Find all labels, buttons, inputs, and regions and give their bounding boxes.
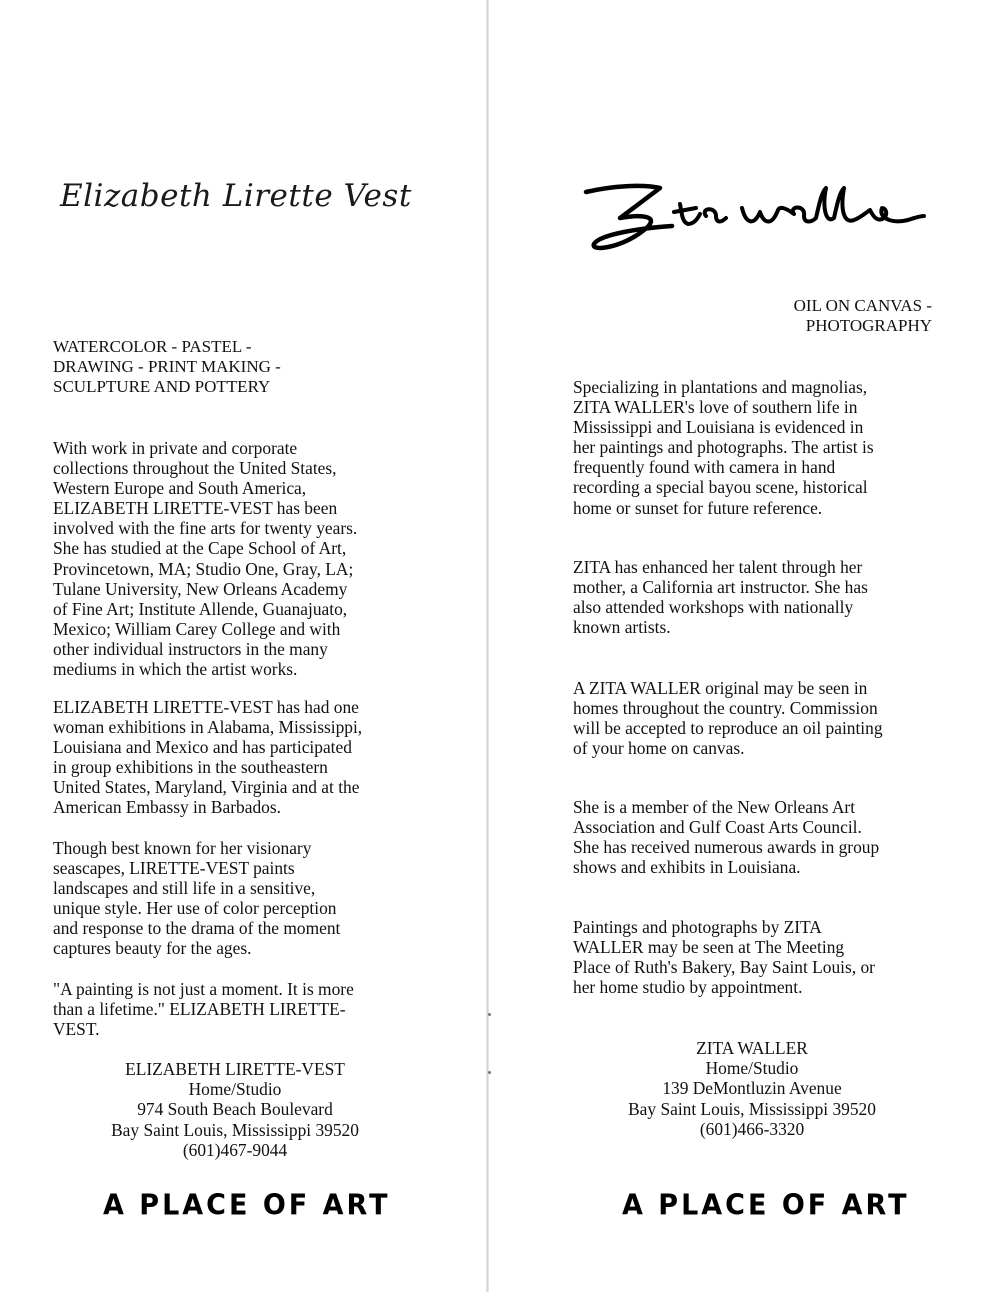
bio-paragraph-commission — [573, 678, 883, 758]
text-line: seascapes, LIRETTE-VEST paints — [53, 858, 295, 879]
text-line: known artists. — [573, 617, 671, 638]
artist-signature-handwritten — [582, 178, 927, 258]
text-line: Association and Gulf Coast Arts Council. — [573, 817, 862, 838]
bio-paragraph-membership — [573, 797, 879, 877]
text-line: She has received numerous awards in group — [573, 837, 880, 858]
medium-line: OIL ON CANVAS - — [793, 296, 932, 315]
contact-city: Bay Saint Louis, Mississippi 39520 — [111, 1119, 359, 1140]
bio-paragraph-exhibitions — [53, 697, 362, 818]
bio-paragraph-intro — [573, 377, 874, 518]
text-line: frequently found with camera in hand — [573, 457, 836, 478]
text-line: of your home on canvas. — [573, 738, 745, 759]
text-line: home or sunset for future reference. — [573, 497, 823, 518]
text-line: other individual instructors in the many — [53, 638, 328, 659]
bio-paragraph-education — [53, 438, 357, 679]
text-line: recording a special bayou scene, historical — [573, 477, 868, 498]
text-line: in group exhibitions in the southeastern — [53, 757, 328, 778]
text-line: unique style. Her use of color perception — [53, 898, 337, 919]
text-line: captures beauty for the ages. — [53, 938, 252, 959]
text-line: Western Europe and South America, — [53, 478, 307, 499]
text-line: American Embassy in Barbados. — [53, 797, 281, 818]
text-line: Louisiana and Mexico and has participated — [53, 737, 352, 758]
text-line: Tulane University, New Orleans Academy — [53, 578, 348, 599]
brand-wordmark: A PLACE OF ART — [103, 1189, 391, 1222]
text-line: Provincetown, MA; Studio One, Gray, LA; — [53, 558, 354, 579]
text-line: ELIZABETH LIRETTE-VEST has been — [53, 498, 338, 519]
text-line: her paintings and photographs. The artist is — [573, 437, 874, 458]
contact-street: 974 South Beach Boulevard — [137, 1099, 333, 1120]
text-line: ZITA WALLER's love of southern life in — [573, 397, 858, 418]
text-line: Mexico; William Carey College and with — [53, 618, 341, 639]
contact-name: ZITA WALLER — [696, 1038, 808, 1058]
artist-mediums — [53, 337, 373, 397]
text-line: her home studio by appointment. — [573, 977, 803, 998]
text-line: Specializing in plantations and magnolias, — [573, 377, 868, 397]
bio-paragraph-training — [573, 557, 868, 637]
text-line: She has studied at the Cape School of Art, — [53, 538, 347, 559]
artist-signature-script — [60, 178, 412, 238]
text-line: She is a member of the New Orleans Art — [573, 797, 856, 817]
text-line: involved with the fine arts for twenty years. — [53, 518, 358, 539]
medium-line: WATERCOLOR - PASTEL - — [53, 337, 252, 356]
text-line: woman exhibitions in Alabama, Mississippi, — [53, 717, 363, 738]
text-line: and response to the drama of the moment — [53, 918, 341, 939]
text-line: WALLER may be seen at The Meeting — [573, 937, 845, 958]
contact-city: Bay Saint Louis, Mississippi 39520 — [628, 1098, 876, 1119]
contact-street: 139 DeMontluzin Avenue — [662, 1078, 842, 1099]
text-line: A ZITA WALLER original may be seen in — [573, 678, 868, 698]
text-line: VEST. — [53, 1019, 100, 1040]
text-line: mother, a California art instructor. She has — [573, 577, 868, 598]
brand-wordmark: A PLACE OF ART — [622, 1189, 910, 1222]
text-line: homes throughout the country. Commission — [573, 698, 878, 719]
text-line: will be accepted to reproduce an oil painting — [573, 718, 883, 739]
contact-phone: (601)467-9044 — [182, 1139, 288, 1160]
text-line: of Fine Art; Institute Allende, Guanajuato, — [53, 598, 348, 619]
contact-phone: (601)466-3320 — [699, 1118, 805, 1139]
contact-name: ELIZABETH LIRETTE-VEST — [125, 1059, 345, 1079]
medium-line: SCULPTURE AND POTTERY — [53, 377, 271, 396]
text-line: "A painting is not just a moment. It is more — [53, 979, 354, 999]
contact-block — [60, 1059, 410, 1160]
bio-paragraph-viewing — [573, 917, 875, 997]
text-line: ELIZABETH LIRETTE-VEST has had one — [53, 697, 359, 717]
text-line: United States, Maryland, Virginia and at the — [53, 777, 360, 798]
text-line: mediums in which the artist works. — [53, 659, 298, 680]
text-line: Mississippi and Louisiana is evidenced in — [573, 417, 864, 438]
text-line: shows and exhibits in Louisiana. — [573, 857, 801, 878]
contact-type: Home/Studio — [188, 1079, 282, 1100]
text-line: collections throughout the United States, — [53, 458, 337, 479]
text-line: landscapes and still life in a sensitive, — [53, 878, 316, 899]
contact-block — [577, 1038, 927, 1139]
medium-line: PHOTOGRAPHY — [805, 316, 932, 335]
text-line: Though best known for her visionary — [53, 838, 312, 858]
medium-line: DRAWING - PRINT MAKING - — [53, 357, 281, 376]
left-page-artist-bio — [0, 0, 487, 1292]
artist-mediums — [692, 296, 932, 336]
text-line: Place of Ruth's Bakery, Bay Saint Louis, or — [573, 957, 875, 978]
bio-paragraph-style — [53, 838, 340, 959]
contact-type: Home/Studio — [705, 1058, 799, 1079]
artist-signature-text: Elizabeth Lirette Vest — [60, 178, 412, 214]
bio-quote — [53, 979, 354, 1039]
right-page-artist-bio — [487, 0, 992, 1292]
text-line: Paintings and photographs by ZITA — [573, 917, 822, 937]
text-line: With work in private and corporate — [53, 438, 298, 458]
text-line: than a lifetime." ELIZABETH LIRETTE- — [53, 999, 346, 1020]
text-line: also attended workshops with nationally — [573, 597, 854, 618]
text-line: ZITA has enhanced her talent through her — [573, 557, 863, 577]
